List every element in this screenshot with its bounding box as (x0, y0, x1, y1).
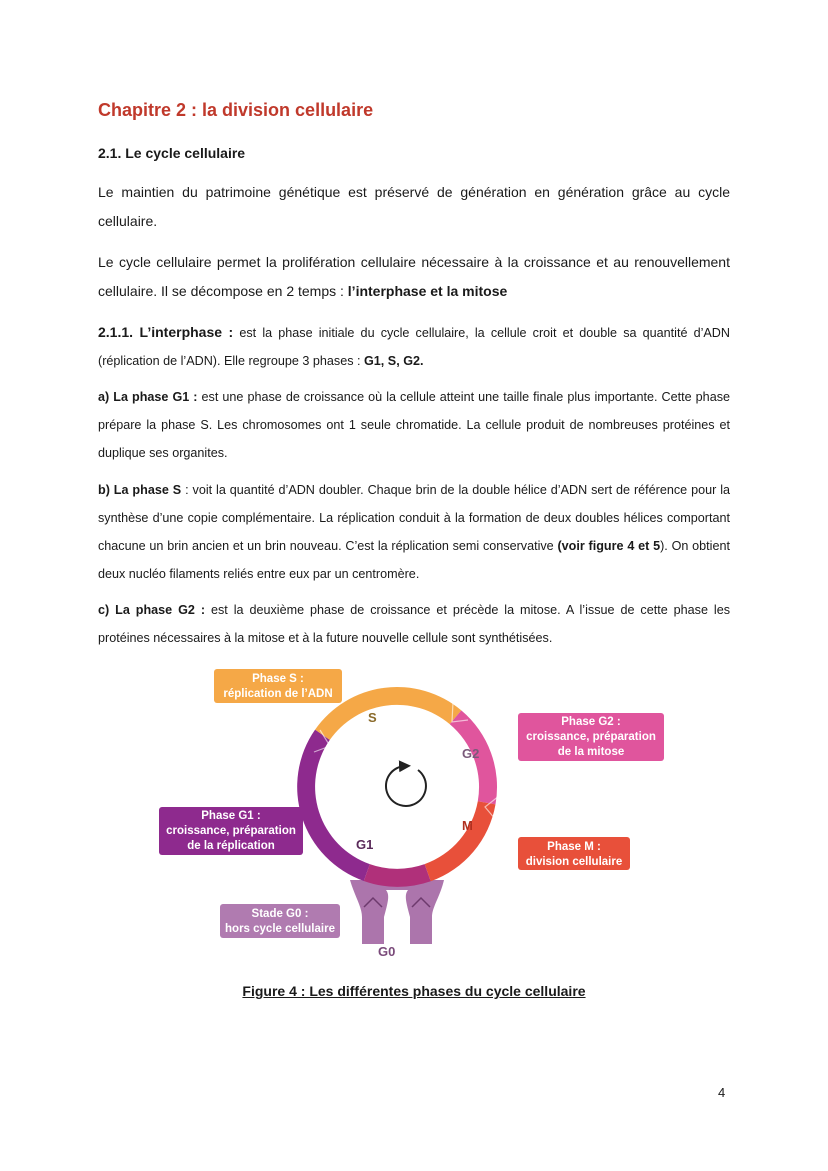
paragraph-phase-g2: c) La phase G2 : est la deuxième phase de croissance et précède la mitose. A l’issue de cette phase les protéines nécessaires à la mitose et à la future nouvelle cellule sont synthétisées. (98, 603, 730, 645)
svg-text:division cellulaire: division cellulaire (525, 856, 623, 868)
ring-label-m: M (462, 818, 473, 833)
tag-phase-g2 (518, 713, 664, 761)
svg-text:croissance, préparation: croissance, préparation (526, 731, 656, 743)
svg-text:croissance, préparation: croissance, préparation (166, 825, 296, 837)
svg-text:hors cycle cellulaire: hors cycle cellulaire (225, 923, 335, 935)
svg-text:Phase S :: Phase S : (252, 673, 304, 685)
g0-branch (350, 880, 444, 944)
tag-phase-g1 (159, 807, 303, 855)
svg-text:réplication de l’ADN: réplication de l’ADN (223, 688, 333, 700)
ring-segment-m (425, 801, 496, 881)
page-number: 4 (718, 1085, 726, 1100)
tag-stade-g0 (220, 904, 340, 938)
svg-text:Phase G2 :: Phase G2 : (561, 716, 621, 728)
ring-label-s: S (368, 710, 377, 725)
ring-label-g0: G0 (378, 944, 396, 959)
svg-text:Stade G0 :: Stade G0 : (251, 908, 309, 920)
svg-text:de la mitose: de la mitose (557, 746, 625, 758)
cycle-arrow-icon (386, 766, 426, 806)
cell-cycle-diagram (150, 662, 670, 962)
ring-label-g2: G2 (462, 746, 480, 761)
tag-phase-m (518, 837, 630, 870)
svg-text:de la réplication: de la réplication (187, 840, 275, 852)
svg-text:Phase G1 :: Phase G1 : (201, 810, 261, 822)
paragraph-intro: Le maintien du patrimoine génétique est préservé de génération en génération grâce au cycle cellulaire. (98, 184, 730, 229)
ring-segment-g1 (297, 730, 370, 881)
paragraph-phase-g1: a) La phase G1 : est une phase de croissance où la cellule atteint une taille finale plus importante. Cette phase prépare la phase S. Les chromosomes ont 1 seule chromatide. La cellule produit de nombreuses protéines et duplique ses organites. (98, 390, 730, 460)
chapter-title: Chapitre 2 : la division cellulaire (98, 100, 374, 120)
paragraph-cycle: Le cycle cellulaire permet la prolifération cellulaire nécessaire à la croissance et au renouvellement cellulaire. Il se décompose en 2 temps : l’interphase et la mitose (98, 254, 730, 299)
paragraph-interphase: 2.1.1. L’interphase : est la phase initiale du cycle cellulaire, la cellule croit et double sa quantité d’ADN (réplication de l’ADN). Elle regroupe 3 phases : G1, S, G2. (98, 324, 730, 368)
figure-caption: Figure 4 : Les différentes phases du cycle cellulaire (242, 983, 586, 999)
ring-label-g1: G1 (356, 837, 374, 852)
section-title: 2.1. Le cycle cellulaire (98, 145, 246, 161)
svg-text:Phase M :: Phase M : (547, 841, 601, 853)
tag-phase-s (214, 669, 342, 703)
paragraph-phase-s: b) La phase S : voit la quantité d’ADN doubler. Chaque brin de la double hélice d’ADN sert de référence pour la synthèse d’une copie complémentaire. La réplication conduit à la formation de deux doubles hélices comportant chacune un brin ancien et un brin nouveau. C’est la réplication semi conservative (voir figure 4 et 5). On obtient deux nucléo filaments reliés entre eux par un centromère. (98, 483, 731, 581)
